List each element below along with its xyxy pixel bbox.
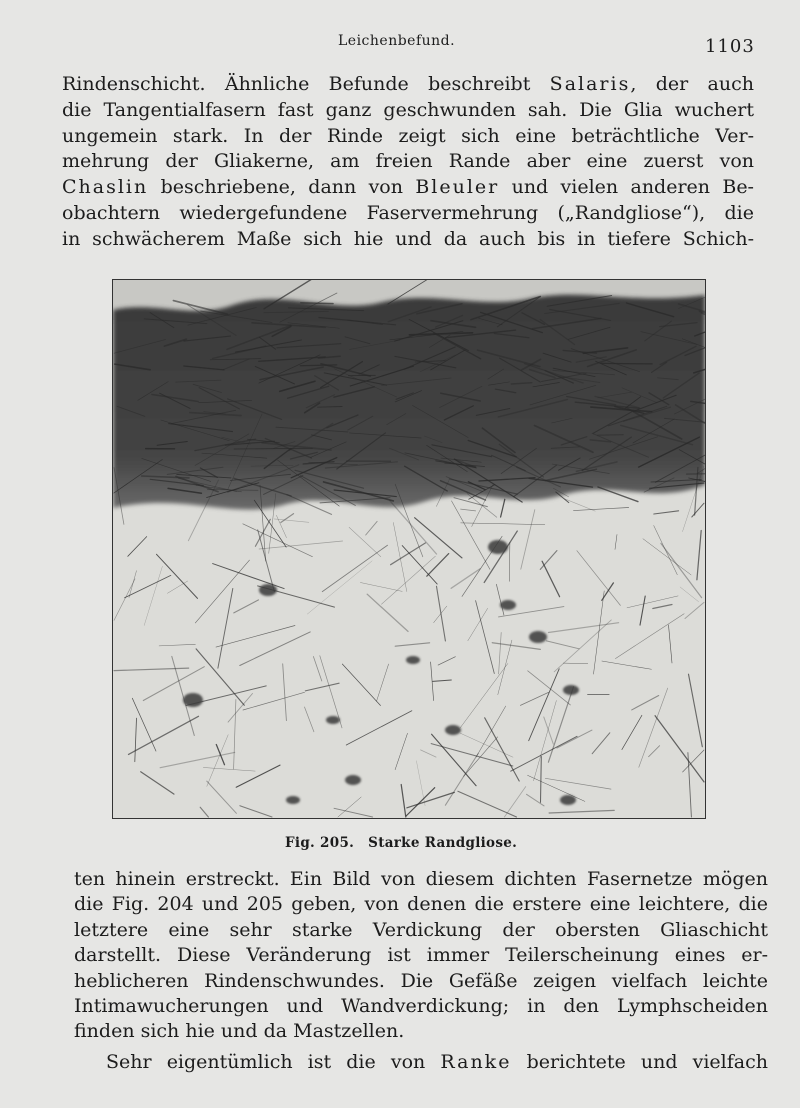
author-name-ranke: Ranke xyxy=(440,1051,512,1073)
text-line xyxy=(62,175,754,201)
text-line: finden sich hie und da Mastzellen. xyxy=(74,1020,405,1043)
figure-caption-text: Starke Randgliose. xyxy=(368,835,518,851)
paragraph-top xyxy=(62,72,754,253)
author-name-salaris: Salaris xyxy=(549,73,631,95)
text-line: mehrung der Gliakerne, am freien Rande aber eine zuerst von xyxy=(62,150,754,173)
figure-caption xyxy=(285,835,517,851)
author-name-bleuler: Bleuler xyxy=(415,176,500,199)
text-line: die Fig. 204 und 205 geben, von denen die erstere eine leichtere, die xyxy=(74,893,768,916)
text-line xyxy=(62,72,754,98)
text-run: Rindenschicht. Ähnliche Befunde beschreibt xyxy=(62,73,550,95)
paragraph-bottom xyxy=(74,867,768,1045)
text-line: letztere eine sehr starke Verdickung der obersten Gliaschicht xyxy=(74,918,768,941)
page-number: 1103 xyxy=(705,36,755,57)
running-head: Leichenbefund. xyxy=(338,33,456,49)
text-run: beschriebene, dann von xyxy=(148,176,416,199)
text-line: die Tangentialfasern fast ganz geschwunden sah. Die Glia wuchert xyxy=(62,98,754,121)
figure-number: Fig. 205. xyxy=(285,835,355,851)
text-line: in schwächerem Maße sich hie und da auch bis in tiefere Schich- xyxy=(62,227,754,250)
paragraph-last xyxy=(74,1050,768,1076)
text-line: darstellt. Diese Veränderung ist immer Teilerscheinung eines er- xyxy=(74,944,768,967)
text-run: , der auch xyxy=(630,73,754,95)
micrograph-figure xyxy=(112,279,706,819)
micrograph-image xyxy=(113,280,705,818)
text-line: Intimawucherungen und Wandverdickung; in den Lymphscheiden xyxy=(74,995,768,1018)
text-run: und vielen anderen Be- xyxy=(499,176,754,199)
text-run: berichtete und vielfach xyxy=(511,1051,768,1073)
author-name-chaslin: Chaslin xyxy=(62,176,149,199)
text-line xyxy=(74,1050,768,1076)
text-run: Sehr eigentümlich ist die von xyxy=(106,1051,441,1073)
text-line: heblicheren Rindenschwundes. Die Gefäße zeigen vielfach leichte xyxy=(74,969,768,992)
text-line: ungemein stark. In der Rinde zeigt sich eine beträchtliche Ver- xyxy=(62,124,754,147)
text-line: ten hinein erstreckt. Ein Bild von diesem dichten Fasernetze mögen xyxy=(74,868,768,890)
text-line: obachtern wiedergefundene Faservermehrung („Randgliose“), die xyxy=(62,201,754,224)
